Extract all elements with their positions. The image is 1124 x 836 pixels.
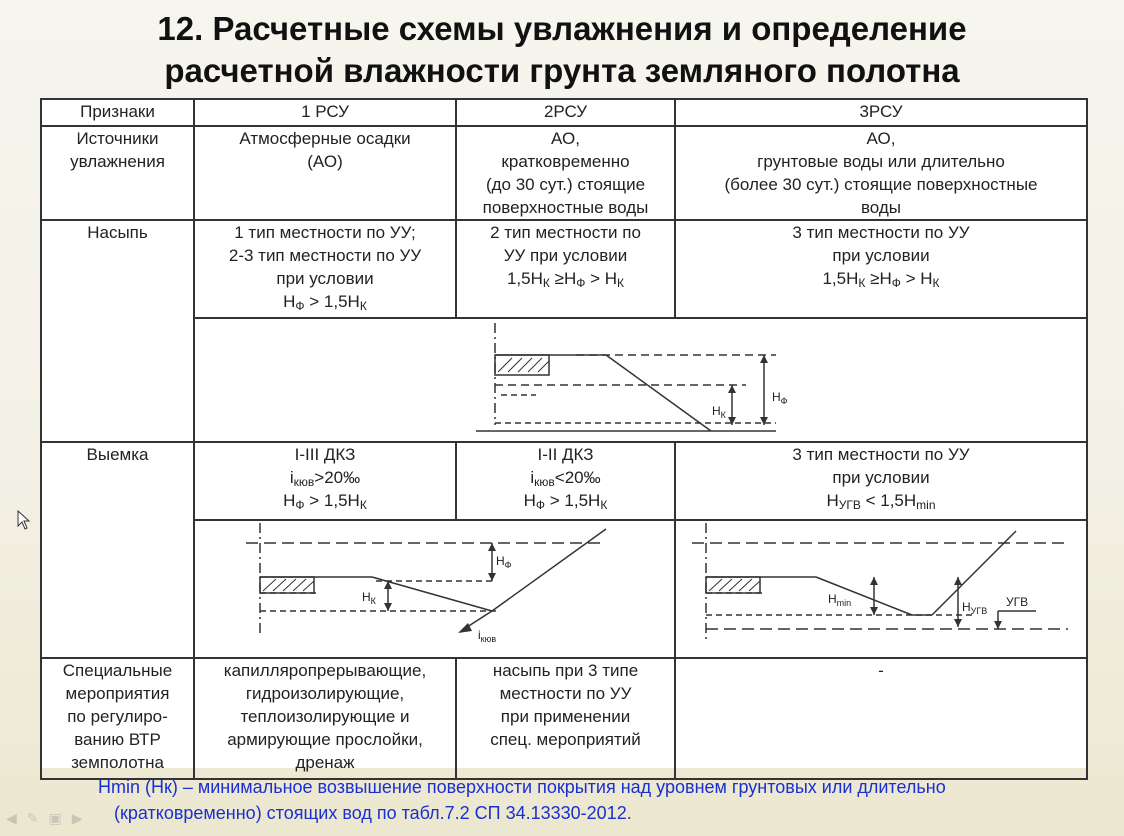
measures-label-line: по регулиро- bbox=[67, 707, 168, 726]
sources-rsu3-line: грунтовые воды или длительно bbox=[757, 152, 1005, 171]
embankment-rsu3 bbox=[675, 220, 1087, 318]
formula-part: >20‰ bbox=[314, 468, 361, 487]
cut-diagram-cell-2 bbox=[675, 520, 1087, 658]
sources-rsu1-line: Атмосферные осадки bbox=[239, 129, 411, 148]
cut-rsu3-line: при условии bbox=[832, 468, 930, 487]
sources-rsu2-line: АО, bbox=[551, 129, 580, 148]
label-hk: $Н_К$ bbox=[711, 404, 726, 420]
embankment-rsu1-line: 2-3 тип местности по УУ bbox=[228, 246, 422, 265]
measures-rsu2-line: при применении bbox=[500, 707, 631, 726]
row-measures bbox=[41, 658, 1087, 779]
label-ugv: УГВ bbox=[1006, 595, 1029, 609]
pen-icon[interactable]: ✎ bbox=[26, 810, 39, 826]
measures-label bbox=[41, 658, 194, 779]
footnote-line2: (кратковременно) стоящих вод по табл.7.2 СП 34.13330-2012. bbox=[114, 803, 632, 823]
formula-part: <20‰ bbox=[554, 468, 601, 487]
measures-rsu1 bbox=[194, 658, 456, 779]
formula-sub: кюв bbox=[534, 475, 555, 489]
header-cell-criteria: Признаки bbox=[41, 99, 194, 126]
embankment-slope bbox=[606, 355, 711, 431]
formula-sub: УГВ bbox=[838, 498, 861, 512]
formula-sub: кюв bbox=[293, 475, 315, 489]
label-i-kyuv: $i_{кюв}$ bbox=[477, 628, 496, 644]
nav-forward-icon[interactable]: ▶ bbox=[71, 810, 83, 826]
formula-sub: К bbox=[600, 498, 608, 512]
sources-rsu3 bbox=[675, 126, 1087, 220]
sources-label-line: увлажнения bbox=[70, 152, 165, 171]
embankment-diagram bbox=[196, 319, 1086, 435]
nav-back-icon[interactable]: ◀ bbox=[6, 810, 17, 826]
formula-part: 1,5Н bbox=[822, 269, 859, 288]
measures-rsu1-line: теплоизолирующие и bbox=[240, 707, 410, 726]
formula-part: ≥Н bbox=[865, 269, 892, 288]
sources-rsu2-line: кратковременно bbox=[501, 152, 630, 171]
cut-rsu2-slope bbox=[460, 466, 671, 489]
embankment-rsu1-line: 1 тип местности по УУ; bbox=[234, 223, 416, 242]
formula-part: Н bbox=[523, 491, 536, 510]
row-cut-diagram bbox=[41, 520, 1087, 658]
slideshow-toolbar bbox=[6, 810, 83, 827]
embankment-rsu2-line: УУ при условии bbox=[503, 246, 628, 265]
sources-rsu3-line: АО, bbox=[866, 129, 896, 148]
cut-label: Выемка bbox=[41, 442, 194, 658]
formula-sub: К bbox=[359, 299, 367, 313]
row-embankment-diagram bbox=[41, 318, 1087, 442]
slide-title-line1: 12. Расчетные схемы увлажнения и определение bbox=[157, 10, 967, 47]
cursor-arrow-icon bbox=[17, 510, 31, 535]
cut-rsu1 bbox=[194, 442, 456, 520]
formula-sub: Ф bbox=[295, 299, 305, 313]
formula-part: > 1,5Н bbox=[304, 491, 360, 510]
sources-rsu2 bbox=[456, 126, 675, 220]
formula-sub: Ф bbox=[891, 276, 901, 290]
embankment-rsu2-formula bbox=[460, 267, 671, 290]
measures-rsu1-line: гидроизолирующие, bbox=[245, 684, 405, 703]
slide-title bbox=[0, 8, 1124, 92]
measures-rsu2 bbox=[456, 658, 675, 779]
formula-part: 1,5Н bbox=[506, 269, 543, 288]
slide-title-line2: расчетной влажности грунта земляного полотна bbox=[164, 52, 960, 89]
sources-label bbox=[41, 126, 194, 220]
formula-sub: К bbox=[858, 276, 866, 290]
measures-label-line: земполотна bbox=[71, 753, 164, 772]
cut-rsu1-slope bbox=[198, 466, 452, 489]
measures-label-line: Специальные bbox=[62, 661, 173, 680]
cut-rsu3-formula bbox=[679, 489, 1083, 512]
cut-rsu3 bbox=[675, 442, 1087, 520]
embankment-rsu3-line: при условии bbox=[832, 246, 930, 265]
formula-part: > 1,5Н bbox=[304, 292, 360, 311]
formula-sub: К bbox=[359, 498, 367, 512]
formula-part: > Н bbox=[900, 269, 933, 288]
rsu-table bbox=[40, 98, 1088, 780]
measures-label-line: ванию ВТР bbox=[74, 730, 161, 749]
formula-part: < 1,5Н bbox=[860, 491, 917, 510]
formula-part: Н bbox=[283, 491, 296, 510]
formula-sub: Ф bbox=[535, 498, 546, 512]
cut-diagram-rsu3 bbox=[676, 521, 1087, 651]
formula-part: i bbox=[530, 468, 535, 487]
cut-diagram-rsu12 bbox=[196, 521, 674, 651]
formula-part: > Н bbox=[585, 269, 618, 288]
header-cell-rsu3: 3РСУ bbox=[675, 99, 1087, 126]
measures-rsu1-line: капилляропрерывающие, bbox=[223, 661, 427, 680]
label-hk: $Н_К$ bbox=[361, 590, 376, 606]
sources-rsu1 bbox=[194, 126, 456, 220]
embankment-rsu2 bbox=[456, 220, 675, 318]
measures-rsu2-line: местности по УУ bbox=[499, 684, 632, 703]
measures-rsu2-line: спец. мероприятий bbox=[490, 730, 641, 749]
footnote bbox=[98, 774, 1098, 826]
sources-rsu3-line: воды bbox=[860, 198, 902, 217]
header-cell-rsu2: 2РСУ bbox=[456, 99, 675, 126]
embankment-rsu1 bbox=[194, 220, 456, 318]
formula-part: Н bbox=[283, 292, 296, 311]
formula-sub: К bbox=[932, 276, 940, 290]
embankment-rsu2-line: 2 тип местности по bbox=[490, 223, 641, 242]
cut-diagram-cell-1 bbox=[194, 520, 675, 658]
formula-part: > 1,5Н bbox=[545, 491, 601, 510]
rsu-table-container bbox=[40, 98, 1086, 772]
formula-part: i bbox=[289, 468, 294, 487]
footnote-line1: Hmin (Нк) – минимальное возвышение поверхности покрытия над уровнем грунтовых или длительно bbox=[98, 777, 946, 797]
row-cut bbox=[41, 442, 1087, 520]
formula-sub: Ф bbox=[576, 276, 586, 290]
label-hugv: $Н_{УГВ}$ bbox=[962, 600, 988, 616]
cut-rsu2 bbox=[456, 442, 675, 520]
measures-rsu3: - bbox=[675, 658, 1087, 779]
formula-sub: К bbox=[542, 276, 550, 290]
slide-menu-icon[interactable]: ▣ bbox=[48, 810, 62, 826]
sources-rsu3-line: (более 30 сут.) стоящие поверхностные bbox=[724, 175, 1038, 194]
embankment-label: Насыпь bbox=[41, 220, 194, 442]
cut-rsu2-formula bbox=[460, 489, 671, 512]
formula-sub: Ф bbox=[295, 498, 305, 512]
table-header-row bbox=[41, 99, 1087, 126]
label-hmin: $Н_{min}$ bbox=[828, 592, 852, 608]
row-sources bbox=[41, 126, 1087, 220]
formula-sub: min bbox=[916, 498, 936, 512]
cut-rsu1-formula bbox=[198, 489, 452, 512]
formula-part: Н bbox=[826, 491, 839, 510]
sources-rsu1-line: (АО) bbox=[307, 152, 343, 171]
embankment-rsu1-line: при условии bbox=[276, 269, 374, 288]
sources-rsu2-line: поверхностные воды bbox=[482, 198, 649, 217]
label-hf: $Н_Ф$ bbox=[771, 390, 788, 406]
measures-rsu2-line: насыпь при 3 типе bbox=[492, 661, 639, 680]
cut-rsu1-line: I-III ДКЗ bbox=[294, 445, 356, 464]
cut-rsu2-line: I-II ДКЗ bbox=[537, 445, 594, 464]
measures-rsu1-line: армирующие прослойки, bbox=[227, 730, 423, 749]
embankment-rsu3-formula bbox=[679, 267, 1083, 290]
embankment-rsu3-line: 3 тип местности по УУ bbox=[792, 223, 970, 242]
label-hf: $Н_Ф$ bbox=[495, 554, 512, 570]
sources-label-line: Источники bbox=[76, 129, 159, 148]
cut-slope bbox=[492, 529, 606, 611]
measures-label-line: мероприятия bbox=[65, 684, 170, 703]
sources-rsu2-line: (до 30 сут.) стоящие bbox=[485, 175, 646, 194]
header-cell-rsu1: 1 РСУ bbox=[194, 99, 456, 126]
formula-part: ≥Н bbox=[549, 269, 577, 288]
embankment-rsu1-formula bbox=[198, 290, 452, 313]
cut-rsu3-line: 3 тип местности по УУ bbox=[792, 445, 970, 464]
measures-rsu1-line: дренаж bbox=[295, 753, 355, 772]
row-embankment bbox=[41, 220, 1087, 318]
formula-sub: К bbox=[617, 276, 625, 290]
embankment-diagram-cell bbox=[194, 318, 1087, 442]
